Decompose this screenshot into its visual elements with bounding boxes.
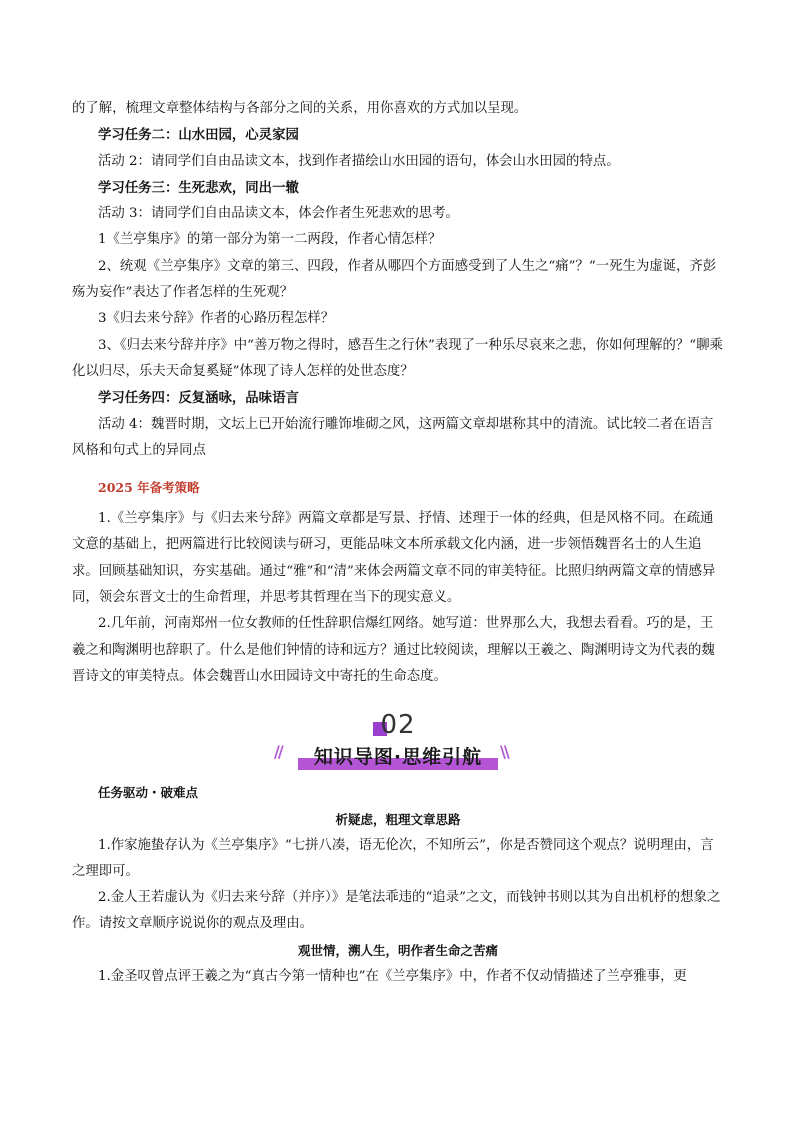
- right-slash-decoration: \\: [500, 742, 508, 762]
- section-title-ribbon: [298, 742, 498, 770]
- section-1-paragraph-1: 1.作家施蛰存认为《兰亭集序》“七拼八凑，语无伦次，不知所云”，你是否赞同这个观点？说明理由，言之理即可。: [72, 837, 714, 879]
- strategy-paragraph-2: 2.几年前，河南郑州一位女教师的任性辞职信爆红网络。她写道：世界那么大，我想去看看。巧的是，王羲之和陶渊明也辞职了。什么是他们钟情的诗和远方？通过比较阅读，理解以王羲之、陶渊明诗文为代表的魏晋诗文的审美特点。体会魏晋山水田园诗文中寄托的生命态度。: [72, 616, 715, 684]
- question-4: 3、《归去来兮辞并序》中“善万物之得时，感吾生之行休”表现了一种乐尽哀来之悲，你如何理解的？“聊乘化以归尽，乐夫天命复奚疑”体现了诗人怎样的处世态度？: [72, 337, 723, 379]
- strategy-paragraph-1: 1.《兰亭集序》与《归去来兮辞》两篇文章都是写景、抒情、述理于一体的经典，但是风格不同。在疏通文意的基础上，把两篇进行比较阅读与研习，更能品味文本所承载文化内涵，进一步领悟魏晋名士的人生追求。回顾基础知识，夯实基础。通过“雅”和“清”来体会两篇文章不同的审美特征。比照归纳两篇文章的情感异同，领会东晋文士的生命哲理，并思考其哲理在当下的现实意义。: [72, 511, 716, 606]
- question-3: 3《归去来兮辞》作者的心路历程怎样？: [98, 311, 335, 327]
- activity-three: 活动 3：请同学们自由品读文本，体会作者生死悲欢的思考。: [98, 206, 459, 222]
- task-four-heading: 学习任务四：反复涵咏，品味语言: [98, 390, 299, 407]
- section-1-paragraph-2: 2.金人王若虚认为《归去来兮辞（并序）》是笔法乖违的“追录”之文，而钱钟书则以其为自出机杼的想象之作。请按文章顺序说说你的观点及理由。: [72, 890, 721, 932]
- document-page: [72, 96, 724, 990]
- section-title: 知识导图·思维引航: [313, 746, 483, 769]
- section-2-paragraph-1: 1.金圣叹曾点评王羲之为“真古今第一情种也”在《兰亭集序》中，作者不仅动情描述了兰亭雅事，更: [98, 968, 687, 984]
- subheading-1: 析疑虑，粗理文章思路: [335, 811, 461, 827]
- task-driven-heading: 任务驱动・破难点: [98, 785, 199, 801]
- section-number-block: [368, 710, 428, 740]
- left-slash-decoration: //: [274, 742, 282, 762]
- task-two-heading: 学习任务二：山水田园，心灵家园: [98, 127, 299, 144]
- activity-two: 活动 2：请同学们自由品读文本，找到作者描绘山水田园的语句，体会山水田园的特点。: [98, 153, 620, 169]
- question-1: 1《兰亭集序》的第一部分为第一二两段，作者心情怎样？: [98, 232, 442, 248]
- activity-four: 活动 4：魏晋时期，文坛上已开始流行雕饰堆砌之风，这两篇文章却堪称其中的清流。试比较二者在语言风格和句式上的异同点: [72, 416, 714, 458]
- section-banner: [72, 708, 724, 774]
- strategy-heading: 2025 年备考策略: [98, 480, 200, 496]
- task-three-heading: 学习任务三：生死悲欢，同出一辙: [98, 179, 299, 196]
- paragraph-intro-tail: 的了解，梳理文章整体结构与各部分之间的关系，用你喜欢的方式加以呈现。: [72, 101, 528, 116]
- subheading-2: 观世情，溯人生，明作者生命之苦痛: [297, 942, 498, 958]
- question-2: 2、统观《兰亭集序》文章的第三、四段，作者从哪四个方面感受到了人生之“痛”？“一死生为虚诞，齐彭殇为妄作”表达了作者怎样的生死观？: [72, 258, 717, 301]
- section-number: 02: [380, 710, 416, 741]
